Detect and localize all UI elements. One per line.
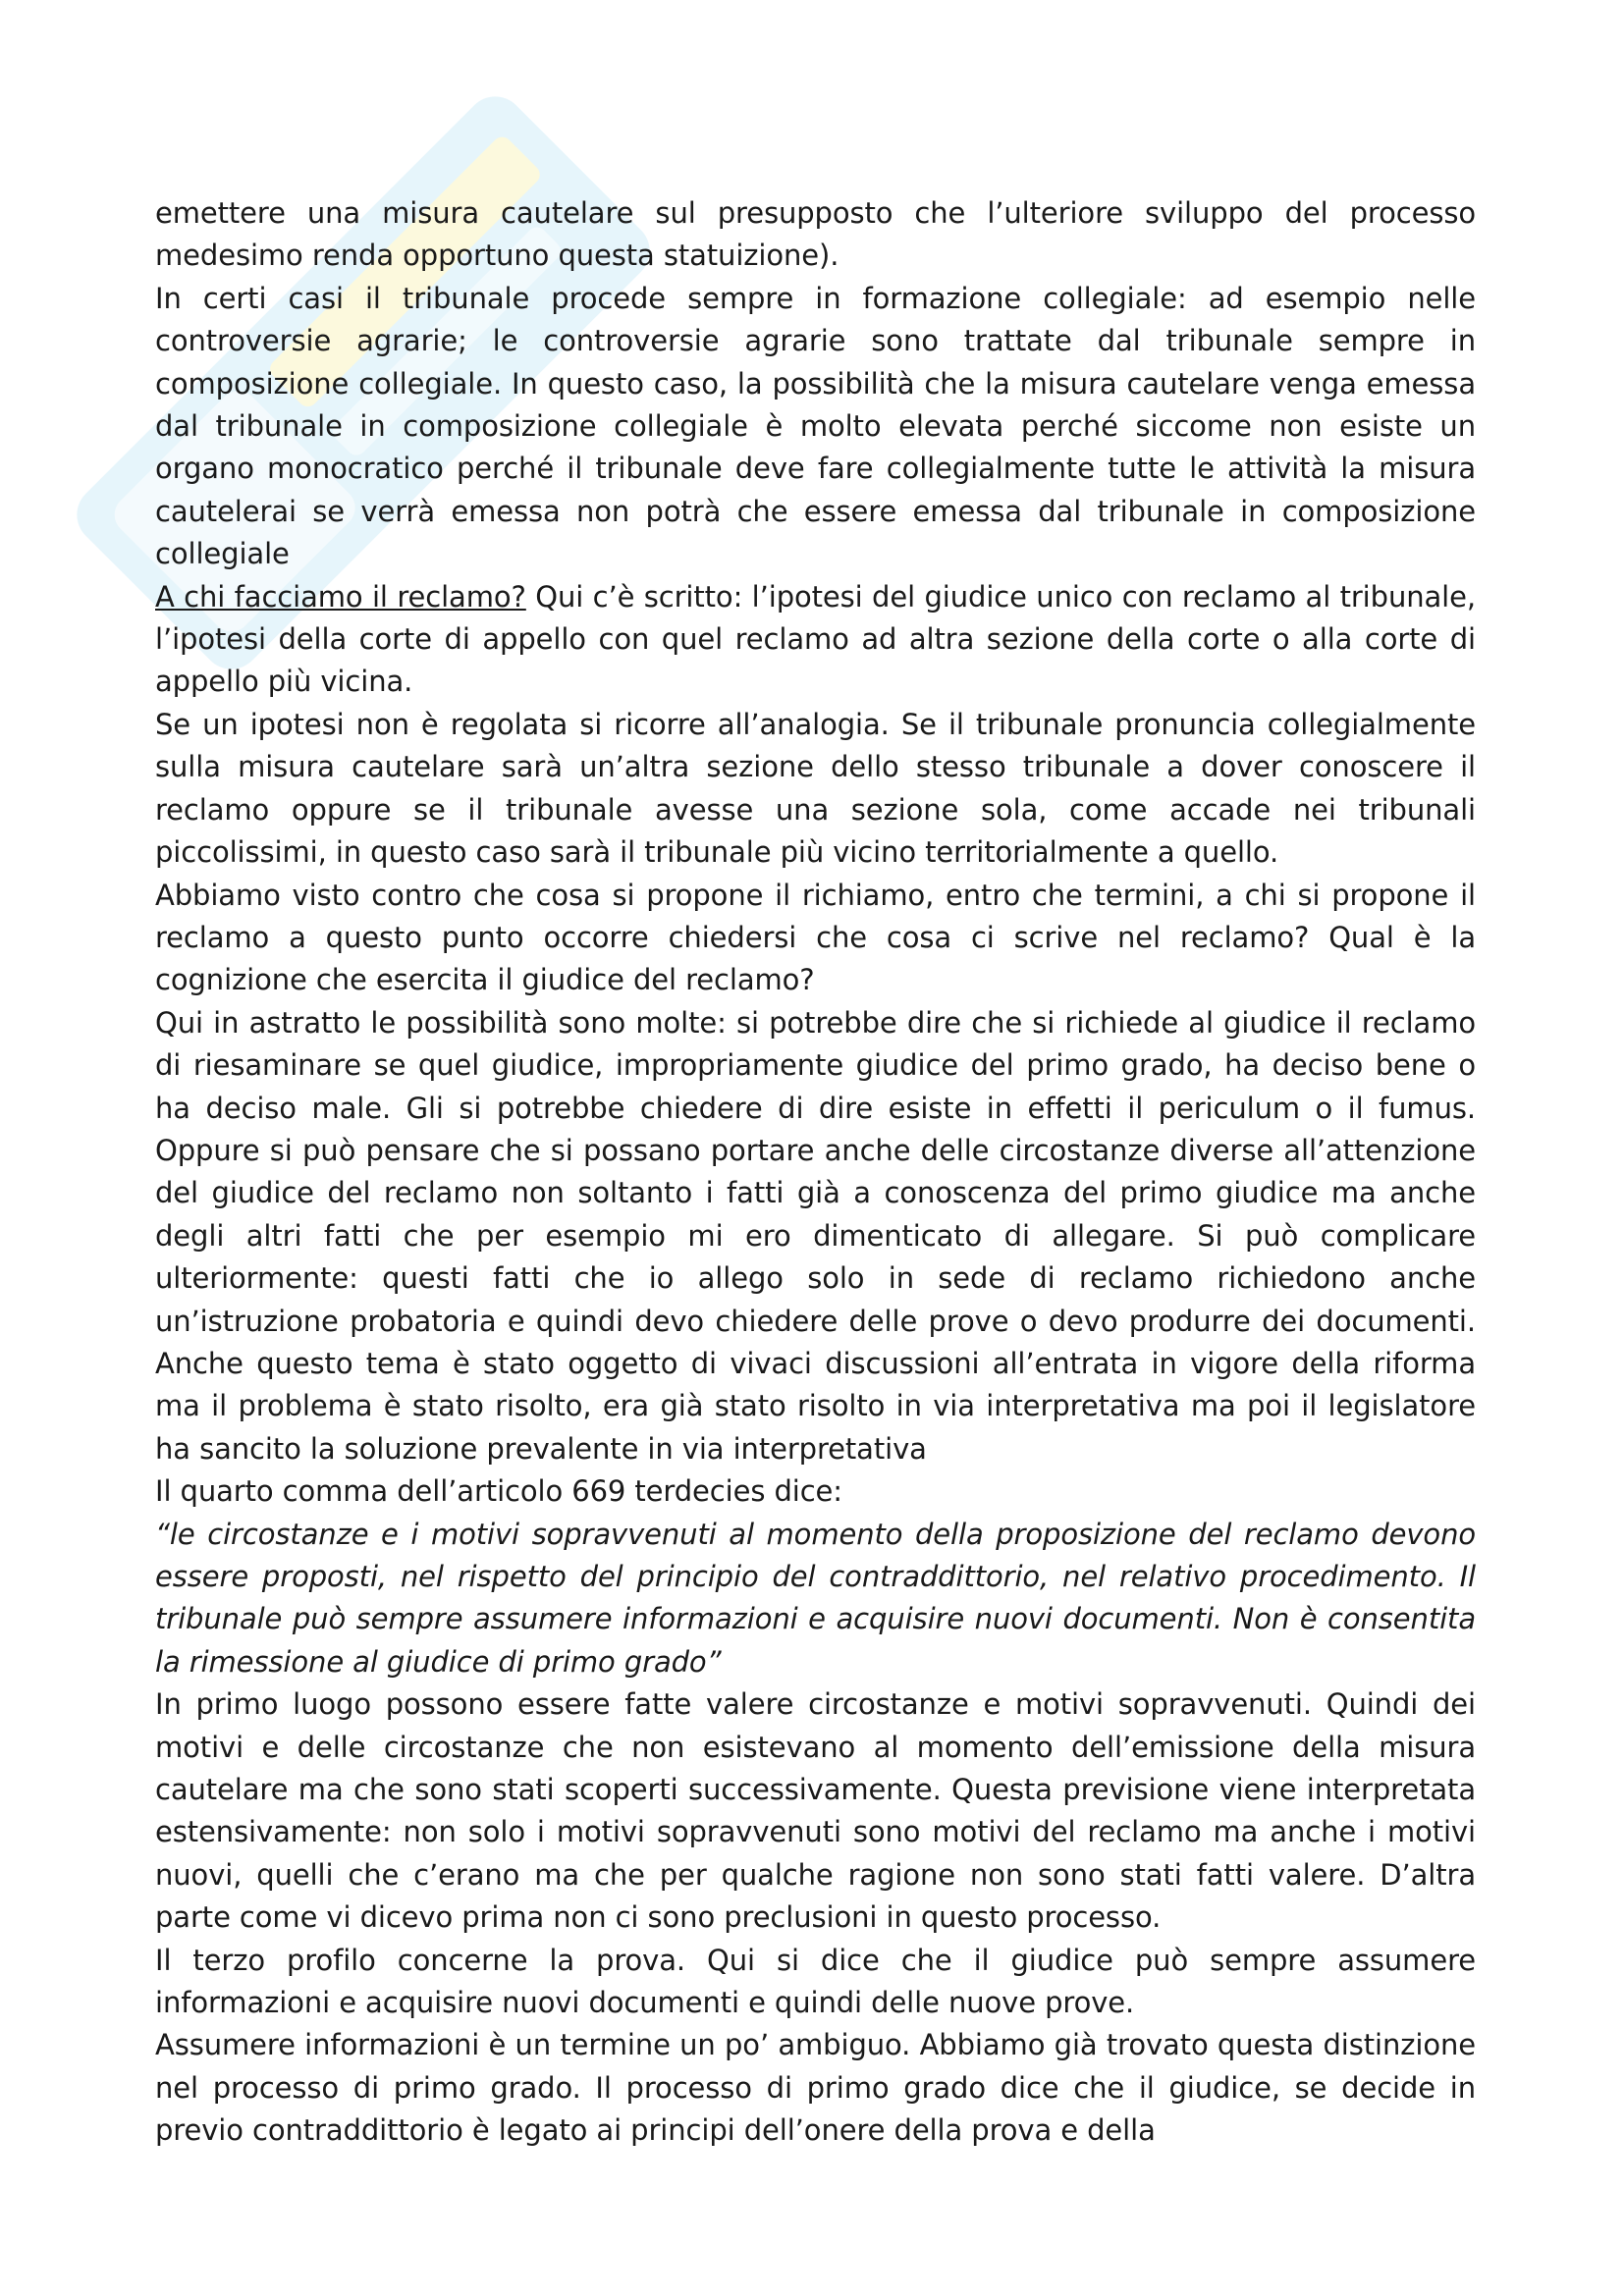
paragraph: Abbiamo visto contro che cosa si propone il richiamo, entro che termini, a chi si propone il reclamo a questo punto occorre chiedersi che cosa ci scrive nel reclamo? Qual è la cognizione che esercita il giudice del reclamo? (155, 878, 1476, 997)
paragraph (155, 576, 1476, 704)
law-quote: “le circostanze e i motivi sopravvenuti al momento della proposizione del reclamo devono essere proposti, nel rispetto del principio del contraddittorio, nel relativo procedimento. Il tribunale può sempre assumere informazioni e acquisire nuovi documenti. Non è consentita la rimessione al giudice di primo grado” (155, 1517, 1476, 1679)
paragraph: Assumere informazioni è un termine un po’ ambiguo. Abbiamo già trovato questa distinzione nel processo di primo grado. Il processo di primo grado dice che il giudice, se decide in previo contraddittorio è legato ai principi dell’onere della prova e della (155, 2028, 1476, 2148)
paragraph-text: Qui c’è scritto: l’ipotesi del giudice unico con reclamo al tribunale, l’ipotesi della corte di appello con quel reclamo ad altra sezione della corte o alla corte di appello più vicina. (155, 579, 1476, 699)
paragraph: emettere una misura cautelare sul presupposto che l’ulteriore sviluppo del processo medesimo renda opportuno questa statuizione). (155, 196, 1476, 273)
paragraph: Se un ipotesi non è regolata si ricorre all’analogia. Se il tribunale pronuncia collegialmente sulla misura cautelare sarà un’altra sezione dello stesso tribunale a dover conoscere il reclamo oppure se il tribunale avesse una sezione sola, come accade nei tribunali piccolissimi, in questo caso sarà il tribunale più vicino territorialmente a quello. (155, 707, 1476, 870)
paragraph: In primo luogo possono essere fatte valere circostanze e motivi sopravvenuti. Quindi dei motivi e delle circostanze che non esistevano al momento dell’emissione della misura cautelare ma che sono stati scoperti successivamente. Questa previsione viene interpretata estensivamente: non solo i motivi sopravvenuti sono motivi del reclamo ma anche i motivi nuovi, quelli che c’erano ma che per qualche ragione non sono stati fatti valere. D’altra parte come vi dicevo prima non ci sono preclusioni in questo processo. (155, 1687, 1476, 1935)
question-heading: A chi facciamo il reclamo? (155, 579, 526, 614)
document-body (155, 192, 1476, 2153)
paragraph: Il quarto comma dell’articolo 669 terdecies dice: (155, 1474, 842, 1509)
paragraph: Il terzo profilo concerne la prova. Qui si dice che il giudice può sempre assumere informazioni e acquisire nuovi documenti e quindi delle nuove prove. (155, 1943, 1476, 2020)
paragraph: In certi casi il tribunale procede sempre in formazione collegiale: ad esempio nelle controversie agrarie; le controversie agrarie sono trattate dal tribunale sempre in composizione collegiale. In questo caso, la possibilità che la misura cautelare venga emessa dal tribunale in composizione collegiale è molto elevata perché siccome non esiste un organo monocratico perché il tribunale deve fare collegialmente tutte le attività la misura cautelerai se verrà emessa non potrà che essere emessa dal tribunale in composizione collegiale (155, 281, 1476, 571)
paragraph: Qui in astratto le possibilità sono molte: si potrebbe dire che si richiede al giudice il reclamo di riesaminare se quel giudice, impropriamente giudice del primo grado, ha deciso bene o ha deciso male. Gli si potrebbe chiedere di dire esiste in effetti il periculum o il fumus. Oppure si può pensare che si possano portare anche delle circostanze diverse all’attenzione del giudice del reclamo non soltanto i fatti già a conoscenza del primo giudice ma anche degli altri fatti che per esempio mi ero dimenticato di allegare. Si può complicare ulteriormente: questi fatti che io allego solo in sede di reclamo richiedono anche un’istruzione probatoria e quindi devo chiedere delle prove o devo produrre dei documenti. Anche questo tema è stato oggetto di vivaci discussioni all’entrata in vigore della riforma ma il problema è stato risolto, era già stato risolto in via interpretativa ma poi il legislatore ha sancito la soluzione prevalente in via interpretativa (155, 1005, 1476, 1466)
